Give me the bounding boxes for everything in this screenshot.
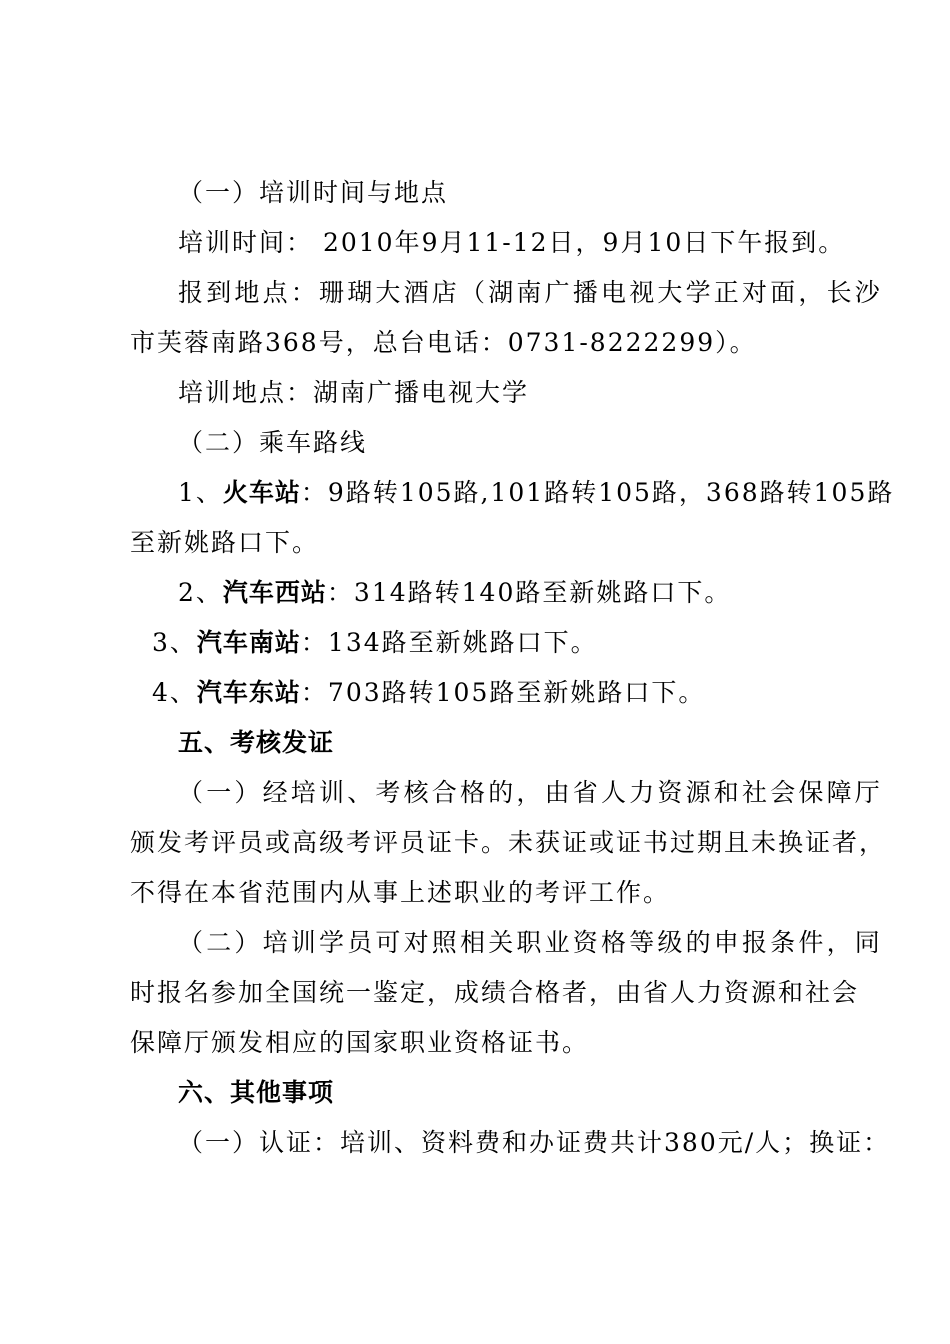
paragraph-qualification-line1: （二）培训学员可对照相关职业资格等级的申报条件，同 xyxy=(178,928,884,957)
section-heading-assessment-certification: 五、考核发证 xyxy=(178,728,335,757)
paragraph-certification-line1: （一）经培训、考核合格的，由省人力资源和社会保障厅 xyxy=(178,778,884,807)
route-description: ：314路转140路至新姚路口下。 xyxy=(326,578,732,607)
route-number: 2、 xyxy=(178,578,223,607)
paragraph-training-place: 培训地点：湖南广播电视大学 xyxy=(178,378,530,407)
route-item-west-bus-station xyxy=(178,578,950,608)
paragraph-certification-line2: 颁发考评员或高级考评员证卡。未获证或证书过期且未换证者， xyxy=(130,828,887,857)
route-number: 4、 xyxy=(152,678,197,707)
route-description: ：9路转105路,101路转105路，368路转105路 xyxy=(300,478,895,507)
route-description: ：703路转105路至新姚路口下。 xyxy=(300,678,706,707)
route-item-east-bus-station xyxy=(152,678,950,708)
route-station-name: 火车站 xyxy=(222,478,301,507)
section-heading-other-matters: 六、其他事项 xyxy=(178,1078,335,1107)
route-item-train-station-continued: 至新姚路口下。 xyxy=(130,528,320,557)
route-item-train-station xyxy=(178,478,950,508)
paragraph-certification-line3: 不得在本省范围内从事上述职业的考评工作。 xyxy=(130,878,671,907)
section-heading-training-time-place: （一）培训时间与地点 xyxy=(178,178,449,207)
route-station-name: 汽车西站 xyxy=(222,578,327,607)
route-item-south-bus-station xyxy=(152,628,950,658)
paragraph-registration-place-line2: 市芙蓉南路368号，总台电话：0731-8222299）。 xyxy=(130,328,757,357)
paragraph-qualification-line3: 保障厅颁发相应的国家职业资格证书。 xyxy=(130,1028,590,1057)
paragraph-qualification-line2: 时报名参加全国统一鉴定，成绩合格者，由省人力资源和社会 xyxy=(130,978,860,1007)
paragraph-registration-place-line1: 报到地点：珊瑚大酒店（湖南广播电视大学正对面，长沙 xyxy=(178,278,884,307)
route-station-name: 汽车东站 xyxy=(196,678,301,707)
paragraph-fees: （一）认证：培训、资料费和办证费共计380元/人；换证： xyxy=(178,1128,891,1157)
paragraph-training-time: 培训时间： 2010年9月11-12日，9月10日下午报到。 xyxy=(178,228,846,257)
route-station-name: 汽车南站 xyxy=(196,628,301,657)
section-heading-bus-routes: （二）乘车路线 xyxy=(178,428,368,457)
route-description: ：134路至新姚路口下。 xyxy=(300,628,598,657)
route-number: 1、 xyxy=(178,478,223,507)
route-number: 3、 xyxy=(152,628,197,657)
